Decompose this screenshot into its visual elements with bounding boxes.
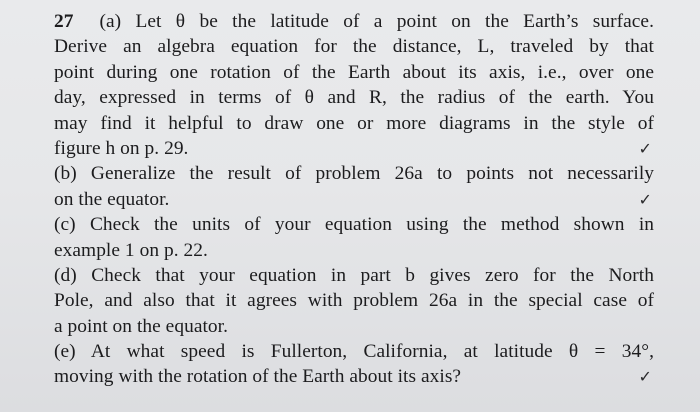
problem-line-12: Pole, and also that it agrees with problem 26a in the special case of	[54, 290, 654, 312]
problem-number: 27	[54, 11, 74, 32]
problem-line-1	[54, 9, 654, 34]
problem-line-14: (e) At what speed is Fullerton, California, at latitude θ = 34°,	[54, 341, 654, 363]
part-a-text: (a) Let θ be the latitude of a point on the Earth’s surface.	[99, 11, 654, 32]
problem-line-15	[54, 364, 654, 389]
problem-line-11: (d) Check that your equation in part b gives zero for the North	[54, 264, 654, 286]
check-mark-icon: ✓	[638, 138, 652, 158]
problem-line-6	[54, 136, 654, 161]
problem-line-3: point during one rotation of the Earth about its axis, i.e., over one	[54, 61, 654, 83]
problem-line-9: (c) Check the units of your equation using the method shown in	[54, 214, 654, 236]
problem-line-5: may find it helpful to draw one or more diagrams in the style of	[54, 112, 654, 134]
check-mark-icon: ✓	[638, 189, 652, 209]
problem-line-8-text: on the equator.	[54, 188, 170, 210]
problem-line-10: example 1 on p. 22.	[54, 239, 208, 261]
problem-line-15-text: moving with the rotation of the Earth about its axis?	[54, 366, 462, 388]
problem-line-4: day, expressed in terms of θ and R, the radius of the earth. You	[54, 87, 654, 109]
problem-line-2: Derive an algebra equation for the distance, L, traveled by that	[54, 36, 654, 58]
problem-line-7: (b) Generalize the result of problem 26a to points not necessarily	[54, 163, 654, 185]
check-mark-icon: ✓	[638, 367, 652, 387]
problem-line-6-text: figure h on p. 29.	[54, 137, 189, 159]
problem-line-13: a point on the equator.	[54, 315, 229, 337]
problem-line-8	[54, 187, 654, 212]
problem-27	[54, 9, 654, 390]
